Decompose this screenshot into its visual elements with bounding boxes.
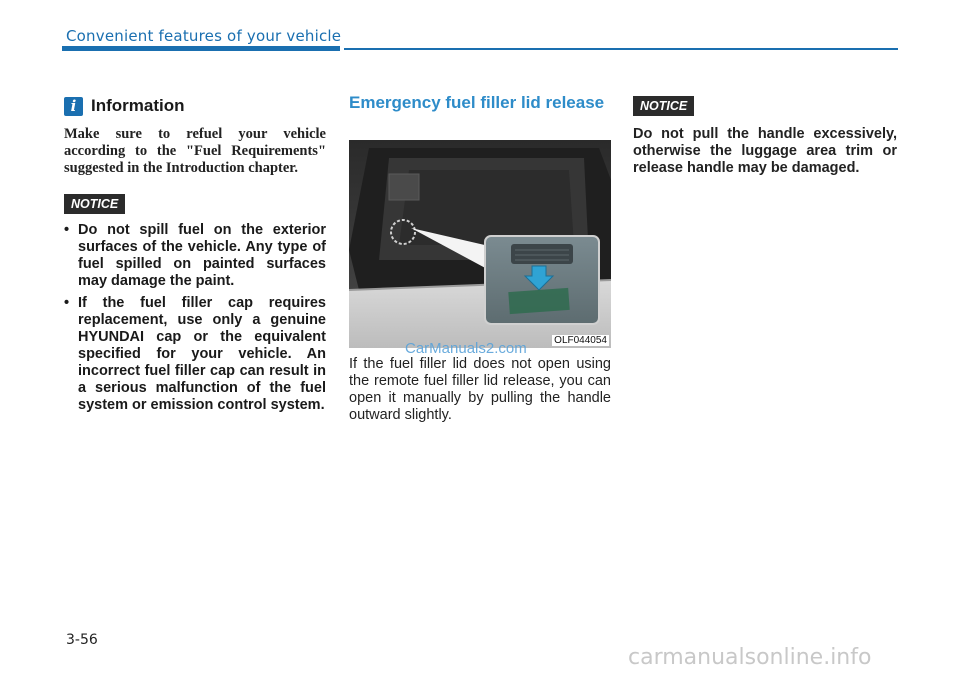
notice-badge-right: NOTICE <box>633 96 694 116</box>
header-rule-thick <box>62 46 340 51</box>
notice-badge-left: NOTICE <box>64 194 125 214</box>
page-number: 3-56 <box>66 632 98 648</box>
watermark: CarManuals2.com <box>405 340 527 357</box>
info-heading <box>64 96 185 116</box>
body-text: If the fuel filler lid does not open using the remote fuel filler lid release, you can open it manually by pulling the handle outward slightly. <box>349 356 611 423</box>
section-title: Emergency fuel filler lid release <box>349 93 605 112</box>
bullet-text: If the fuel filler cap requires replacement, use only a genuine HYUNDAI cap or the equivalent specified for your vehicle. An incorrect fuel filler cap can result in a serious malfunction of the fuel system or emission control system. <box>78 295 326 413</box>
footer-watermark: carmanualsonline.info <box>628 645 872 670</box>
notice-bullet-list <box>64 222 326 419</box>
trunk-illustration <box>349 140 611 348</box>
figure-code: OLF044054 <box>554 335 607 346</box>
info-icon: i <box>64 97 83 116</box>
bullet-dot: • <box>64 222 70 238</box>
header-rule-thin <box>344 48 898 50</box>
header-title: Convenient features of your vehicle <box>66 27 342 45</box>
trunk-figure <box>349 140 611 348</box>
info-title: Information <box>91 96 185 115</box>
bullet-text: Do not spill fuel on the exterior surfaces of the vehicle. Any type of fuel spilled on painted surfaces may damage the paint. <box>78 222 326 289</box>
info-body: Make sure to refuel your vehicle according to the "Fuel Requirements" suggested in the Introduction chapter. <box>64 126 326 176</box>
list-item <box>64 222 326 290</box>
notice-text: Do not pull the handle excessively, otherwise the luggage area trim or release handle may be damaged. <box>633 126 897 176</box>
bullet-dot: • <box>64 295 70 311</box>
list-item <box>64 295 326 414</box>
